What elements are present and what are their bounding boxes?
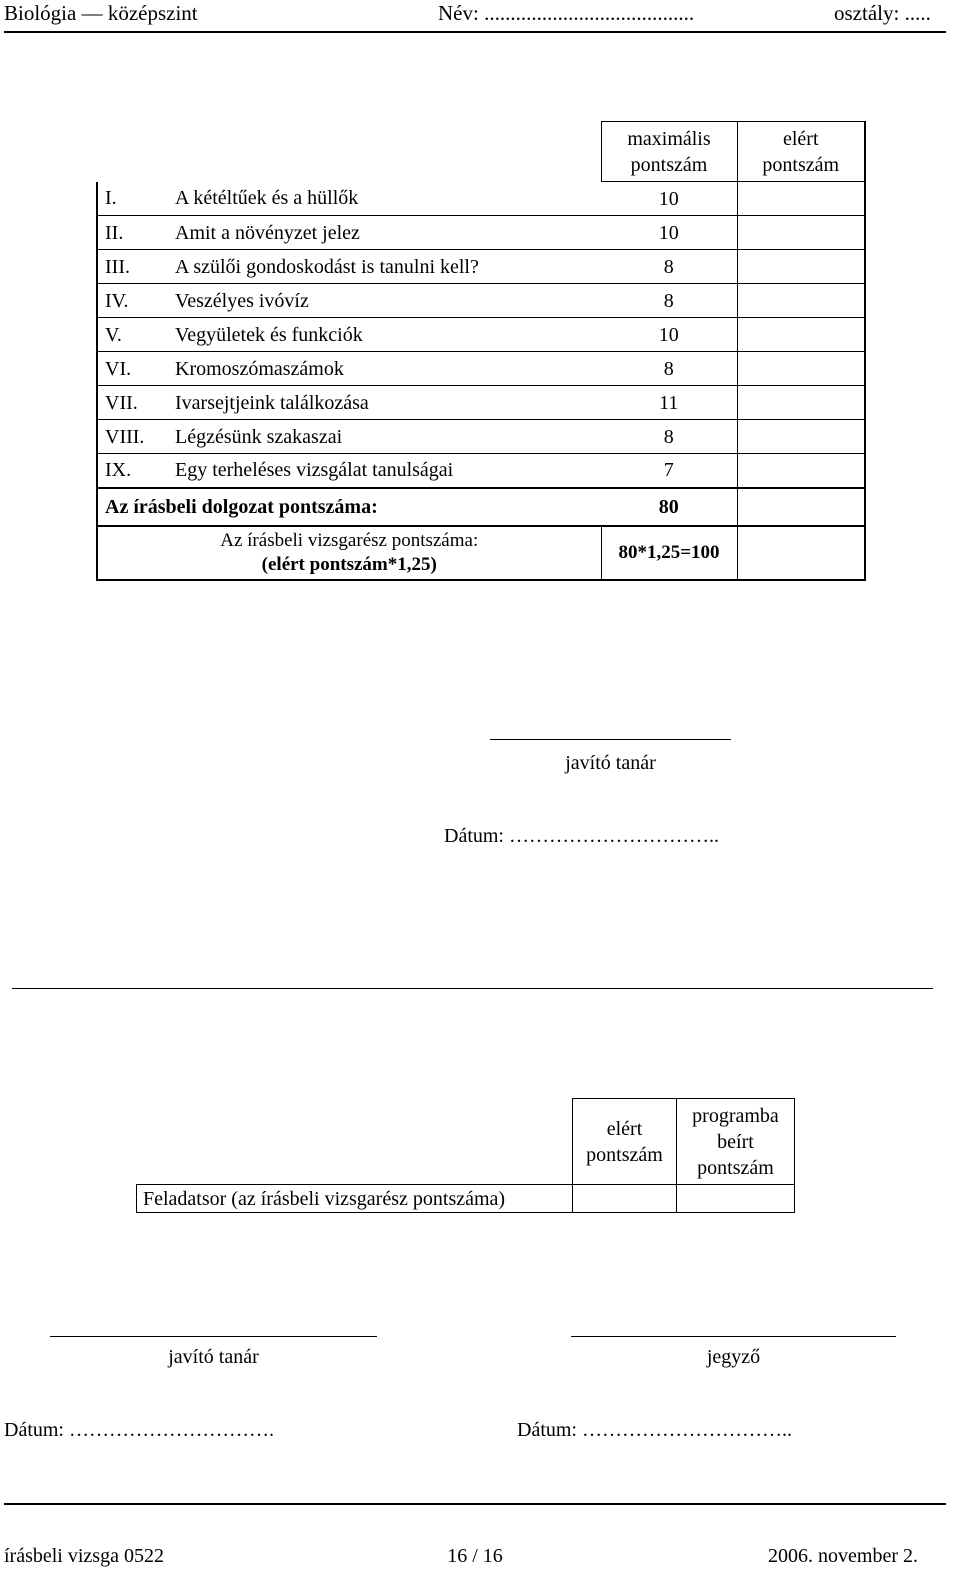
score-table	[96, 121, 866, 581]
task-title: Kromoszómaszámok	[175, 352, 601, 386]
task-max-score: 8	[601, 420, 737, 454]
table-row	[137, 1185, 795, 1213]
task-title: Amit a növényzet jelez	[175, 216, 601, 250]
column-header-entered: programba beírt pontszám	[677, 1099, 795, 1185]
task-max-score: 8	[601, 352, 737, 386]
column-header-achieved: elért pontszám	[737, 122, 865, 182]
task-title: Vegyületek és funkciók	[175, 318, 601, 352]
task-title: Légzésünk szakaszai	[175, 420, 601, 454]
task-achieved-score-cell[interactable]	[737, 182, 865, 216]
task-number: VIII.	[97, 420, 175, 454]
total-achieved-cell[interactable]	[737, 488, 865, 526]
table-row	[97, 420, 865, 454]
task-achieved-score-cell[interactable]	[737, 318, 865, 352]
header-rule	[4, 31, 946, 33]
column-header-achieved: elért pontszám	[573, 1099, 677, 1185]
signature-role-corrector: javító tanár	[565, 752, 656, 774]
task-title: Ivarsejtjeink találkozása	[175, 386, 601, 420]
signature-line-notary[interactable]	[571, 1336, 896, 1337]
footer-exam-code: írásbeli vizsga 0522	[4, 1545, 164, 1567]
task-number: III.	[97, 250, 175, 284]
task-number: VII.	[97, 386, 175, 420]
total-max-score: 80	[601, 488, 737, 526]
task-achieved-score-cell[interactable]	[737, 420, 865, 454]
task-number: IV.	[97, 284, 175, 318]
date-field-corrector[interactable]: Dátum: …………………………..	[444, 825, 719, 847]
task-max-score: 8	[601, 250, 737, 284]
signature-role-corrector-2: javító tanár	[168, 1346, 259, 1368]
summary-achieved-cell[interactable]	[573, 1185, 677, 1213]
header-name-field: Név: ........................................	[438, 1, 695, 25]
total-row	[97, 488, 865, 526]
task-number: V.	[97, 318, 175, 352]
task-achieved-score-cell[interactable]	[737, 386, 865, 420]
task-achieved-score-cell[interactable]	[737, 454, 865, 488]
section-divider	[12, 988, 933, 989]
table-row	[97, 216, 865, 250]
task-number: II.	[97, 216, 175, 250]
signature-line-corrector-2[interactable]	[50, 1336, 377, 1337]
task-title: A kétéltűek és a hüllők	[175, 182, 601, 216]
task-max-score: 7	[601, 454, 737, 488]
table-row	[97, 352, 865, 386]
total-label: Az írásbeli dolgozat pontszáma:	[97, 488, 601, 526]
scaled-score-value: 80*1,25=100	[601, 526, 737, 580]
task-achieved-score-cell[interactable]	[737, 216, 865, 250]
task-title: Veszélyes ivóvíz	[175, 284, 601, 318]
signature-line-corrector[interactable]	[490, 739, 731, 740]
date-field-corrector-2[interactable]: Dátum: ………………………….	[4, 1419, 274, 1441]
task-achieved-score-cell[interactable]	[737, 352, 865, 386]
header-class-field: osztály: .....	[834, 1, 931, 25]
task-title: Egy terheléses vizsgálat tanulságai	[175, 454, 601, 488]
table-row	[97, 182, 865, 216]
summary-entered-cell[interactable]	[677, 1185, 795, 1213]
task-achieved-score-cell[interactable]	[737, 284, 865, 318]
task-number: IX.	[97, 454, 175, 488]
scaled-score-row	[97, 526, 865, 580]
page-number: 16 / 16	[447, 1545, 503, 1567]
table-row	[97, 284, 865, 318]
scaled-score-achieved-cell[interactable]	[737, 526, 865, 580]
table-row	[97, 250, 865, 284]
table-row	[97, 454, 865, 488]
scaled-score-label: Az írásbeli vizsgarész pontszáma: (elért pontszám*1,25)	[97, 526, 601, 580]
table-row	[97, 386, 865, 420]
task-title: A szülői gondoskodást is tanulni kell?	[175, 250, 601, 284]
task-max-score: 10	[601, 318, 737, 352]
summary-table-header	[137, 1099, 795, 1185]
column-header-max: maximális pontszám	[601, 122, 737, 182]
summary-row-label: Feladatsor (az írásbeli vizsgarész pontszáma)	[137, 1185, 573, 1213]
summary-table	[136, 1098, 795, 1213]
task-achieved-score-cell[interactable]	[737, 250, 865, 284]
table-row	[97, 318, 865, 352]
footer-date: 2006. november 2.	[768, 1545, 918, 1567]
date-field-notary[interactable]: Dátum: …………………………..	[517, 1419, 792, 1441]
footer-rule	[4, 1503, 946, 1505]
task-max-score: 8	[601, 284, 737, 318]
task-max-score: 10	[601, 182, 737, 216]
signature-role-notary: jegyző	[706, 1346, 761, 1368]
task-max-score: 11	[601, 386, 737, 420]
score-table-header	[97, 122, 865, 182]
task-max-score: 10	[601, 216, 737, 250]
task-number: VI.	[97, 352, 175, 386]
task-number: I.	[97, 182, 175, 216]
header-subject: Biológia — középszint	[4, 1, 198, 25]
